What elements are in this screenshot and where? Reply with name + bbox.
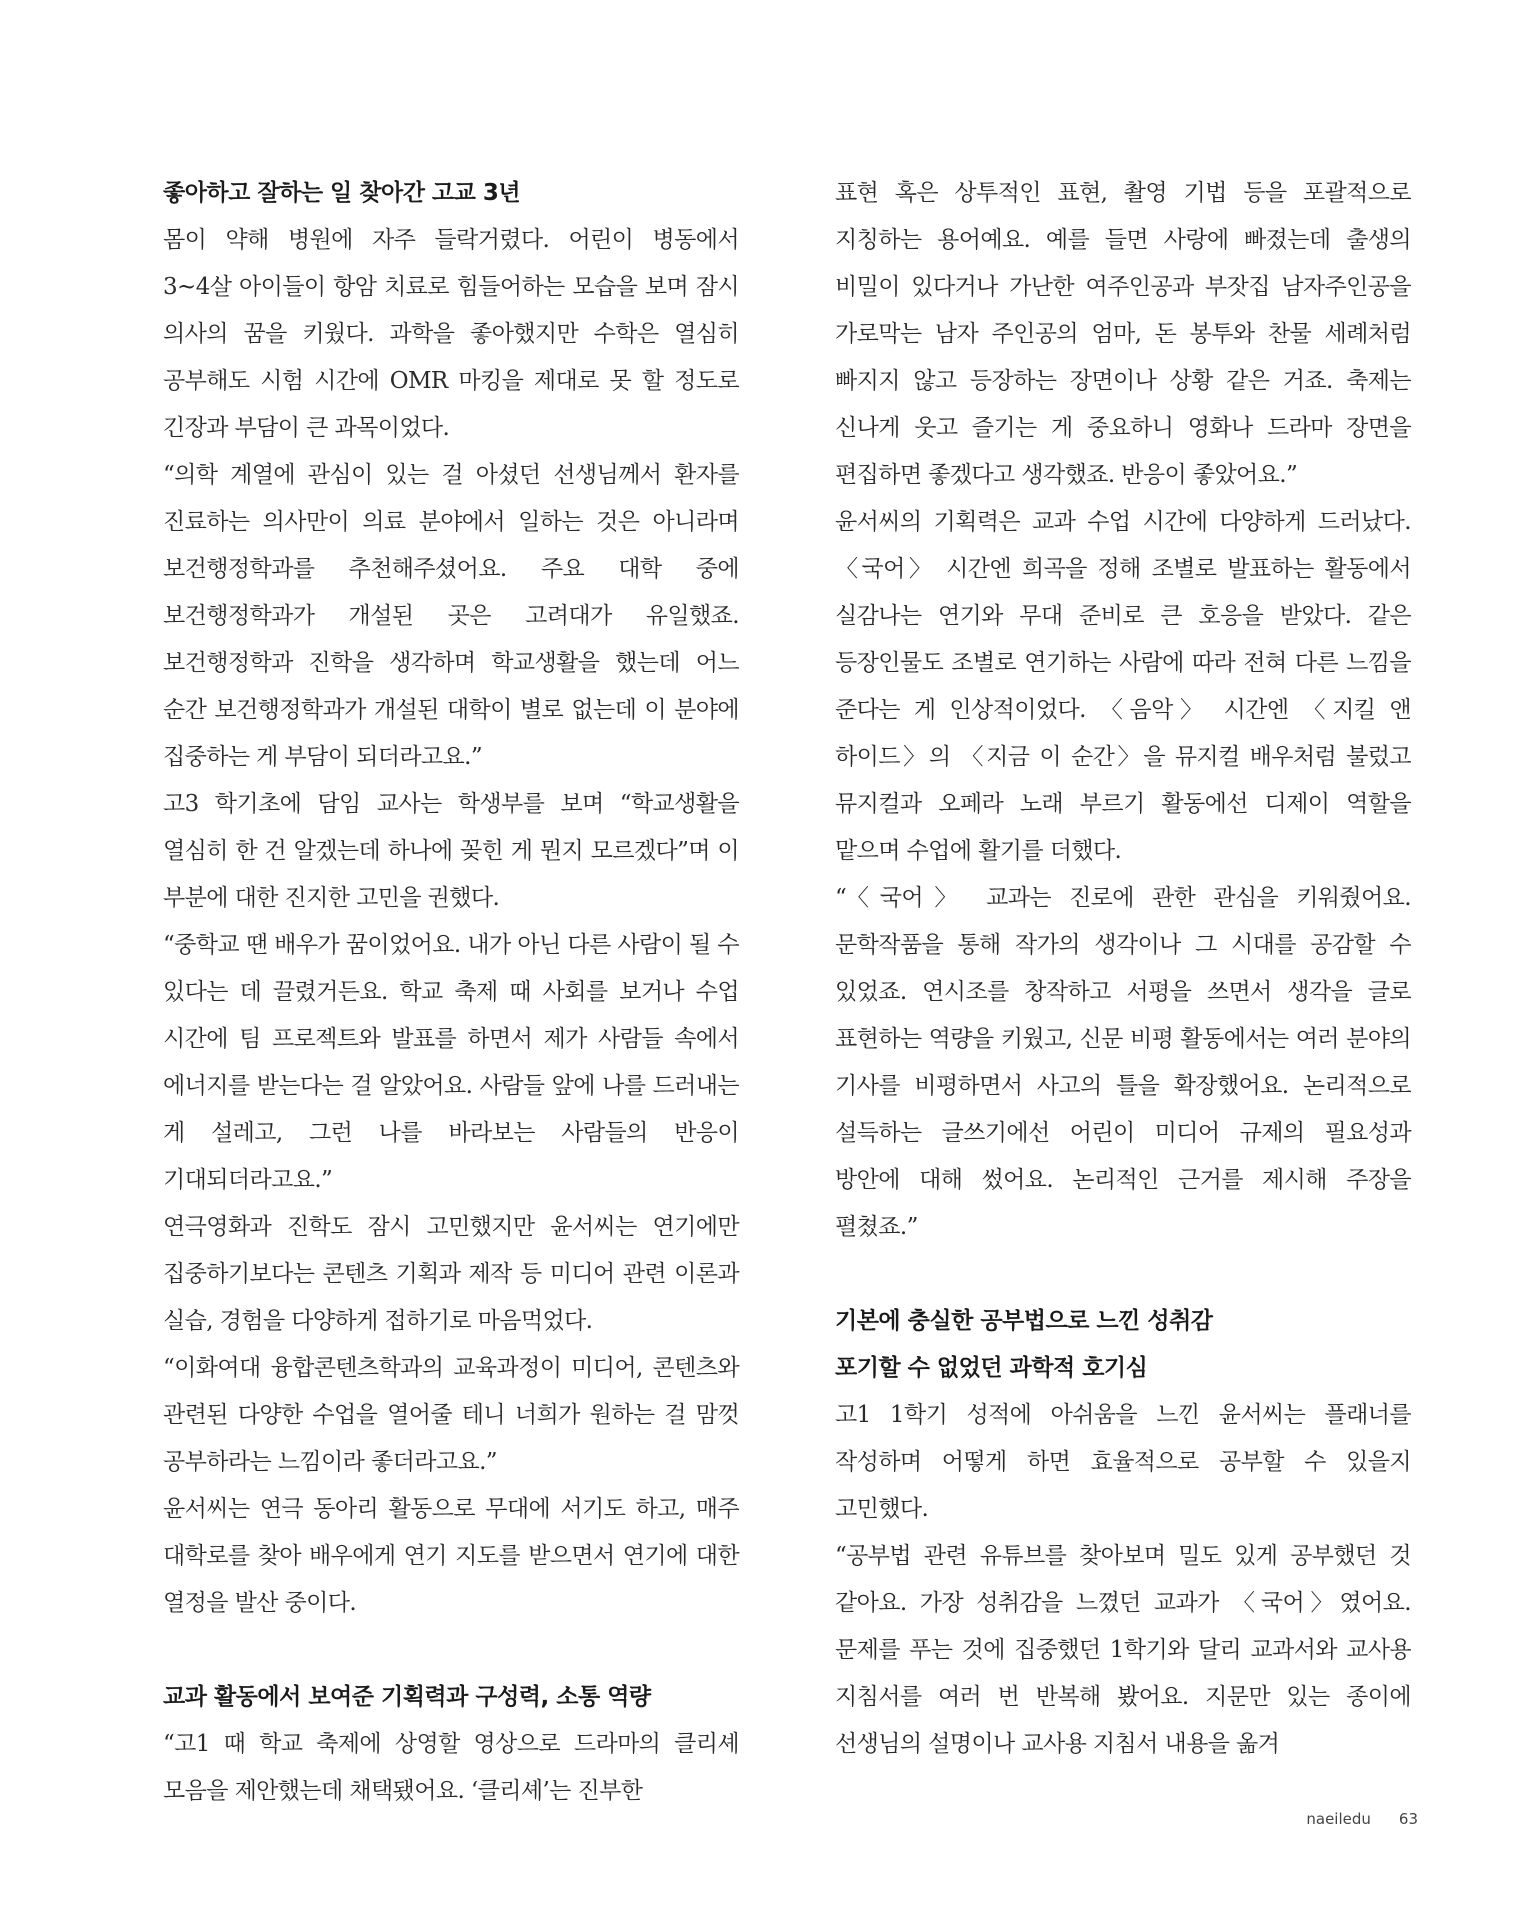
paragraph: “공부법 관련 유튜브를 찾아보며 밀도 있게 공부했던 것 같아요. 가장 성취감을 느꼈던 교과가 〈국어〉였어요. 문제를 푸는 것에 집중했던 1학기와 달리 교과서와 교사용 지침서를 여러 번 반복해 봤어요. 지문만 있는 종이에 선생님의 설명이나 교사용 지침서 내용을 옮겨 [835,1543,1411,1757]
paragraph: “고1 때 학교 축제에 상영할 영상으로 드라마의 클리셰 모음을 제안했는데 채택됐어요. ‘클리셰’는 진부한 [163,1731,739,1804]
section-subheading: 포기할 수 없었던 과학적 호기심 [835,1355,1148,1381]
paragraph: “〈국어〉 교과는 진로에 관한 관심을 키워줬어요. 문학작품을 통해 작가의 생각이나 그 시대를 공감할 수 있었죠. 연시조를 창작하고 서평을 쓰면서 생각을 글로 표현하는 역량을 키웠고, 신문 비평 활동에서는 여러 분야의 기사를 비평하면서 사고의 틀을 확장했어요. 논리적으로 설득하는 글쓰기에선 어린이 미디어 규제의 필요성과 방안에 대해 썼어요. 논리적인 근거를 제시해 주장을 펼쳤죠.” [835,885,1411,1240]
paragraph: 고3 학기초에 담임 교사는 학생부를 보며 “학교생활을 열심히 한 건 알겠는데 하나에 꽂힌 게 뭔지 모르겠다”며 이 부분에 대한 진지한 고민을 권했다. [163,791,739,911]
page-footer [1306,1810,1418,1828]
paragraph: “중학교 땐 배우가 꿈이었어요. 내가 아닌 다른 사람이 될 수 있다는 데 끌렸거든요. 학교 축제 때 사회를 보거나 수업 시간에 팀 프로젝트와 발표를 하면서 제가 사람들 속에서 에너지를 받는다는 걸 알았어요. 사람들 앞에 나를 드러내는 게 설레고, 그런 나를 바라보는 사람들의 반응이 기대되더라고요.” [163,932,739,1193]
paragraph: 표현 혹은 상투적인 표현, 촬영 기법 등을 포괄적으로 지칭하는 용어예요. 예를 들면 사랑에 빠졌는데 출생의 비밀이 있다거나 가난한 여주인공과 부잣집 남자주인공을 가로막는 남자 주인공의 엄마, 돈 봉투와 찬물 세례처럼 빠지지 않고 등장하는 장면이나 상황 같은 거죠. 축제는 신나게 웃고 즐기는 게 중요하니 영화나 드라마 장면을 편집하면 좋겠다고 생각했죠. 반응이 좋았어요.” [835,180,1411,488]
section-heading: 기본에 충실한 공부법으로 느낀 성취감 [835,1308,1213,1334]
section-heading: 좋아하고 잘하는 일 찾아간 고교 3년 [163,180,521,206]
page-number: 63 [1398,1810,1418,1828]
section-heading: 교과 활동에서 보여준 기획력과 구성력, 소통 역량 [163,1684,651,1710]
footer-brand: naeiledu [1306,1810,1371,1828]
paragraph: 고1 1학기 성적에 아쉬움을 느낀 윤서씨는 플래너를 작성하며 어떻게 하면 효율적으로 공부할 수 있을지 고민했다. [835,1402,1411,1522]
right-column [835,170,1411,1768]
section-gap [163,1627,739,1674]
paragraph: “이화여대 융합콘텐츠학과의 교육과정이 미디어, 콘텐츠와 관련된 다양한 수업을 열어줄 테니 너희가 원하는 걸 맘껏 공부하라는 느낌이라 좋더라고요.” [163,1355,739,1475]
paragraph: 몸이 약해 병원에 자주 들락거렸다. 어린이 병동에서 3~4살 아이들이 항암 치료로 힘들어하는 모습을 보며 잠시 의사의 꿈을 키웠다. 과학을 좋아했지만 수학은 열심히 공부해도 시험 시간에 OMR 마킹을 제대로 못 할 정도로 긴장과 부담이 큰 과목이었다. [163,227,739,441]
paragraph: “의학 계열에 관심이 있는 걸 아셨던 선생님께서 환자를 진료하는 의사만이 의료 분야에서 일하는 것은 아니라며 보건행정학과를 추천해주셨어요. 주요 대학 중에 보건행정학과가 개설된 곳은 고려대가 유일했죠. 보건행정학과 진학을 생각하며 학교생활을 했는데 어느 순간 보건행정학과가 개설된 대학이 별로 없는데 이 분야에 집중하는 게 부담이 되더라고요.” [163,462,739,770]
paragraph: 연극영화과 진학도 잠시 고민했지만 윤서씨는 연기에만 집중하기보다는 콘텐츠 기획과 제작 등 미디어 관련 이론과 실습, 경험을 다양하게 접하기로 마음먹었다. [163,1214,739,1334]
paragraph: 윤서씨는 연극 동아리 활동으로 무대에 서기도 하고, 매주 대학로를 찾아 배우에게 연기 지도를 받으면서 연기에 대한 열정을 발산 중이다. [163,1496,739,1616]
section-gap [835,1251,1411,1298]
paragraph: 윤서씨의 기획력은 교과 수업 시간에 다양하게 드러났다. 〈국어〉 시간엔 희곡을 정해 조별로 발표하는 활동에서 실감나는 연기와 무대 준비로 큰 호응을 받았다. 같은 등장인물도 조별로 연기하는 사람에 따라 전혀 다른 느낌을 준다는 게 인상적이었다. 〈음악〉 시간엔 〈지킬 앤 하이드〉의 〈지금 이 순간〉을 뮤지컬 배우처럼 불렀고 뮤지컬과 오페라 노래 부르기 활동에선 디제이 역할을 맡으며 수업에 활기를 더했다. [835,509,1411,864]
left-column [163,170,739,1815]
